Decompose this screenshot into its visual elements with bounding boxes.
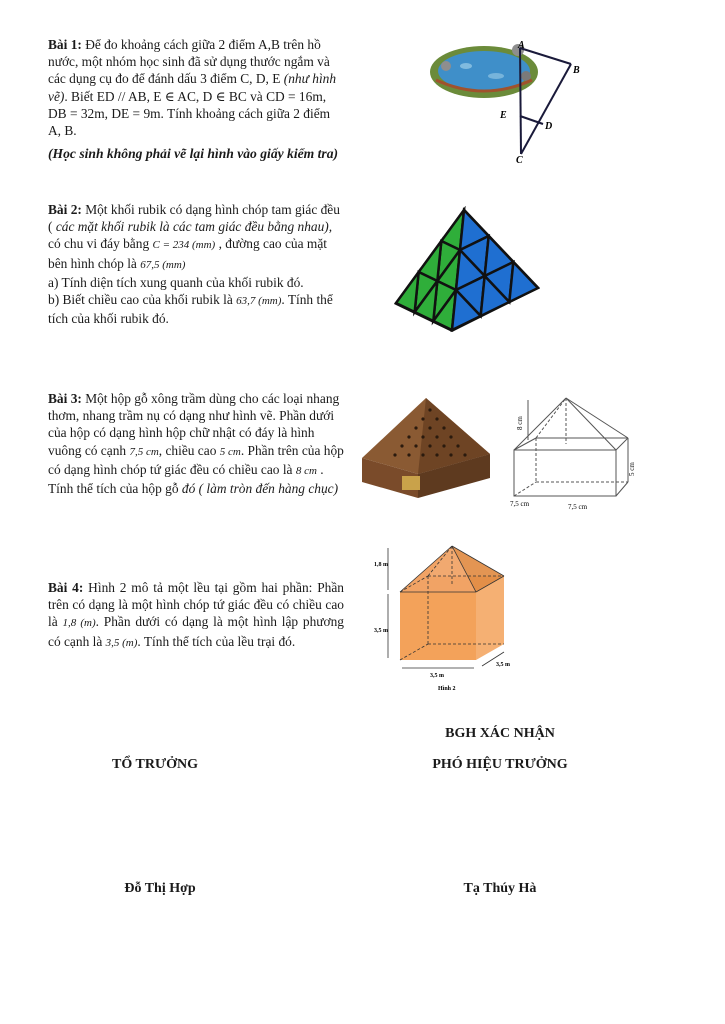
- point-label-e: E: [500, 110, 507, 121]
- exercise-3-text: [48, 390, 344, 497]
- tent-label-depth: 3,5 m: [496, 662, 510, 668]
- exercise-2-body-2: có chu vi đáy bằng: [48, 236, 153, 252]
- box-height-value: 5 cm: [219, 445, 241, 458]
- box-hole: [428, 444, 431, 447]
- point-label-b: B: [573, 65, 580, 76]
- box-hole: [463, 453, 466, 456]
- perimeter-value: C = 234 (mm): [152, 239, 216, 252]
- exercise-2-question-b: b) Biết chiều cao của khối rubik là: [48, 292, 237, 308]
- height-value: 63,7 (mm): [236, 295, 282, 308]
- exercise-2-text: [48, 201, 344, 327]
- exercise-1-body-2: . Biết ED // AB, E ∈ AC, D ∈ BC và CD = 16m, DB = 32m, DE = 9m. Tính khoảng cách giữa 2 điểm A, B.: [48, 88, 331, 139]
- exercise-2-question-a: a) Tính diện tích xung quanh của khối rubik đó.: [48, 274, 304, 290]
- exercise-2-body-1: Một khối rubik có dạng hình chóp tam giác đều (: [48, 202, 340, 235]
- fig3-label-depth: 7,5 cm: [510, 500, 530, 508]
- exercise-2-body-3: , đường cao của mặt bên hình chóp là: [48, 236, 327, 271]
- box-side-value: 7,5 cm: [129, 445, 159, 458]
- point-label-d: D: [545, 121, 553, 132]
- box-hole: [428, 426, 431, 429]
- fig3-label-pyramid-height: 8 cm: [516, 416, 524, 430]
- box-hole: [421, 453, 424, 456]
- exercise-3-body-3: . Phần trên của hộp có dạng hình chóp tứ giác đều có chiều cao là: [48, 442, 344, 477]
- box-hole: [414, 444, 417, 447]
- pyramid-height-value: 8 cm: [295, 464, 317, 477]
- exercise-4-body-1: Hình 2 mô tả một lều tại gồm hai phần: Phần trên có dạng là một hình chóp tứ giác đều có chiều cao là: [48, 580, 344, 630]
- box-hole: [435, 435, 438, 438]
- exercise-3-body-2: , chiều cao: [158, 442, 220, 458]
- exercise-1-instruction: (Học sinh không phải vẽ lại hình vào giấy kiểm tra): [48, 146, 339, 161]
- exercise-1-note: (như hình vẽ): [48, 71, 337, 104]
- box-hole: [421, 435, 424, 438]
- pond-triangle-figure: [426, 36, 596, 170]
- box-hole: [442, 444, 445, 447]
- box-hole: [442, 426, 445, 429]
- exercise-4-body-3: . Tính thể tích của lều trại đó.: [137, 633, 296, 649]
- rubik-sticker: [396, 272, 419, 312]
- exercise-1-label: Bài 1:: [48, 37, 82, 52]
- box-hole: [435, 417, 438, 420]
- tent-caption: Hình 2: [438, 686, 456, 692]
- box-hole: [449, 435, 452, 438]
- tent-label-height: 3,5 m: [374, 628, 388, 634]
- slant-height-value: 67,5 (mm): [140, 258, 186, 271]
- box-hole: [393, 453, 396, 456]
- exercise-1-text: [48, 36, 344, 139]
- rubik-sticker: [509, 262, 538, 302]
- exercise-3-label: Bài 3:: [48, 391, 82, 406]
- exercise-3-body-1: Một hộp gỗ xông trầm dùng cho các loại nhang thơm, nhang trầm nụ có dạng như hình vẽ. Phần dưới của hộp có dạng hình hộp chữ nhật có đáy là hình vuông có cạnh: [48, 391, 340, 458]
- bgh-confirmation: BGH XÁC NHẬN: [445, 726, 555, 741]
- tent-pyramid-height-value: 1,8 (m): [62, 617, 96, 630]
- vice-principal-name: Tạ Thúy Hà: [463, 881, 537, 896]
- fig3-label-width: 7,5 cm: [568, 503, 588, 511]
- exercise-2-label: Bài 2:: [48, 202, 82, 217]
- head-of-group-name: Đỗ Thị Hợp: [124, 881, 196, 896]
- wooden-box-figure: [358, 396, 498, 502]
- exercise-2-note: các mặt khối rubik là các tam giác đều bằng nhau),: [55, 219, 333, 235]
- box-hole: [407, 453, 410, 456]
- rubik-pyramid-figure: [392, 206, 542, 334]
- exercise-3-note: đó ( làm tròn đến hàng chục): [181, 481, 339, 497]
- box-hole: [449, 453, 452, 456]
- box-hole: [400, 444, 403, 447]
- exercise-4-body-2: . Phần dưới có dạng là một hình lập phương có cạnh là: [48, 614, 344, 649]
- head-of-group-title: TỔ TRƯỞNG: [112, 757, 198, 772]
- exercise-4-text: [48, 579, 344, 652]
- box-hole: [428, 408, 431, 411]
- exercise-4-label: Bài 4:: [48, 580, 84, 595]
- tent-cube-side-value: 3,5 (m): [105, 636, 138, 649]
- point-label-c: C: [516, 155, 523, 166]
- point-label-a: A: [518, 40, 525, 51]
- exercise-2-question-b-2: . Tính thể tích của khối rubik đó.: [48, 292, 333, 327]
- exercise-1-body-1: Để đo khoảng cách giữa 2 điểm A,B trên hồ nước, một nhóm học sinh đã sử dụng thước ngắm và các dụng cụ đo để đánh dấu 3 điểm C, D, E: [48, 37, 330, 87]
- box-hole: [407, 435, 410, 438]
- box-hole: [456, 444, 459, 447]
- vice-principal-title: PHÓ HIỆU TRƯỞNG: [432, 757, 568, 772]
- tent-label-width: 3,5 m: [430, 673, 444, 679]
- box-hole: [414, 426, 417, 429]
- fig3-label-box-height: 5 cm: [628, 462, 636, 476]
- box-hole: [435, 453, 438, 456]
- box-wireframe-figure: [506, 392, 646, 514]
- tent-figure: [372, 542, 532, 696]
- box-hole: [421, 417, 424, 420]
- tent-label-pyramid-height: 1,8 m: [374, 562, 388, 568]
- exercise-3-body-4: . Tính thể tích của hộp gỗ: [48, 461, 324, 497]
